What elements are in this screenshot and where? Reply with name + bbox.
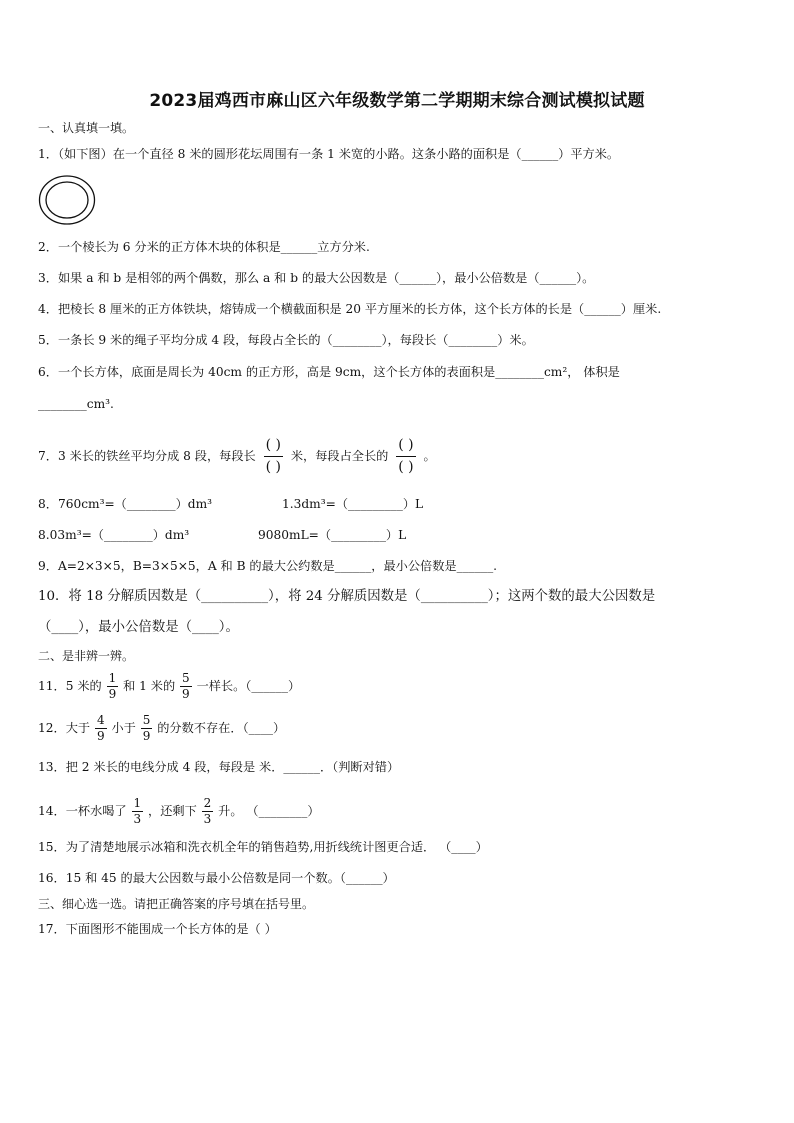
fraction-numerator: 5 [182, 671, 190, 685]
question-17: 17．下面图形不能围成一个长方体的是（ ） [38, 922, 277, 936]
question-11-text-end: 一样长。（______） [196, 679, 301, 693]
question-12-text-mid: 小于 [111, 721, 136, 735]
question-8b: 1.3dm³=（_________）L [282, 497, 424, 511]
question-10-line-1: 10．将 18 分解质因数是（__________），将 24 分解质因数是（__________）；这两个数的最大公因数是 [38, 589, 656, 604]
question-5: 5．一条长 9 米的绳子平均分成 4 段，每段占全长的（________），每段长（________）米。 [38, 333, 534, 347]
fraction-denominator: 9 [108, 687, 117, 701]
fraction-numerator: 4 [96, 713, 105, 727]
question-11 [38, 666, 300, 706]
fraction-denominator: 3 [203, 812, 212, 826]
question-7 [38, 434, 436, 478]
question-13: 13．把 2 米长的电线分成 4 段，每段是 米．______．（判断对错） [38, 760, 400, 774]
fraction-numerator-blank: ( ) [396, 437, 415, 457]
question-10-line-2: （____），最小公倍数是（____）。 [38, 620, 239, 635]
question-1: 1．（如下图）在一个直径 8 米的圆形花坛周围有一条 1 米宽的小路。这条小路的面积是（______）平方米。 [38, 147, 620, 161]
fraction-numerator: 1 [133, 796, 142, 810]
blank-fraction-length [264, 437, 283, 476]
fraction-denominator: 9 [182, 687, 190, 701]
fraction-two-thirds [202, 797, 214, 826]
fraction-five-ninths [180, 672, 192, 701]
fraction-denominator: 9 [142, 729, 151, 743]
question-7-text-start: 7．3 米长的铁丝平均分成 8 段，每段长 [38, 449, 256, 463]
question-6-line-1: 6．一个长方体，底面是周长为 40cm 的正方形，高是 9cm，这个长方体的表面积是________cm²， 体积是 [38, 365, 620, 379]
question-3: 3．如果 a 和 b 是相邻的两个偶数，那么 a 和 b 的最大公因数是（______），最小公倍数是（______）。 [38, 271, 595, 285]
fraction-denominator: 9 [96, 729, 105, 743]
section-2-heading: 二、是非辨一辨。 [38, 649, 135, 663]
question-8d: 9080mL=（_________）L [258, 528, 407, 542]
fraction-denominator-blank: ( ) [265, 459, 281, 475]
question-15: 15．为了清楚地展示冰箱和洗衣机全年的销售趋势,用折线统计图更合适． （____） [38, 840, 488, 854]
fraction-one-third [132, 797, 144, 826]
question-8c: 8.03m³=（________）dm³ [38, 528, 190, 542]
question-8a: 8．760cm³=（________）dm³ [38, 497, 213, 511]
section-1-heading: 一、认真填一填。 [38, 121, 135, 135]
question-11-text-mid: 和 1 米的 [123, 679, 176, 693]
page-title: 2023届鸡西市麻山区六年级数学第二学期期末综合测试模拟试题 [149, 91, 645, 111]
question-14-text-mid: ，还剩下 [148, 804, 197, 818]
blank-fraction-portion [396, 437, 415, 476]
question-12-text-end: 的分数不存在．（____） [157, 721, 286, 735]
fraction-numerator: 5 [142, 713, 151, 727]
section-3-heading: 三、细心选一选。请把正确答案的序号填在括号里。 [38, 897, 315, 911]
question-12 [38, 708, 285, 748]
question-14-text-start: 14．一杯水喝了 [38, 804, 127, 818]
question-16: 16．15 和 45 的最大公因数与最小公倍数是同一个数。（______） [38, 871, 395, 885]
question-9: 9．A=2×3×5，B=3×5×5，A 和 B 的最大公约数是______，最小公倍数是______. [38, 559, 498, 573]
question-11-text-start: 11．5 米的 [38, 679, 102, 693]
question-14-text-end: 升。 （________） [218, 804, 320, 818]
fraction-four-ninths [95, 714, 107, 743]
question-14 [38, 791, 320, 831]
ring-path-figure [38, 174, 96, 226]
question-12-text-start: 12．大于 [38, 721, 91, 735]
question-4: 4．把棱长 8 厘米的正方体铁块，熔铸成一个横截面积是 20 平方厘米的长方体，这个长方体的长是（______）厘米. [38, 302, 662, 316]
question-2: 2．一个棱长为 6 分米的正方体木块的体积是______立方分米. [38, 240, 370, 254]
fraction-numerator: 2 [203, 796, 212, 810]
fraction-numerator: 1 [108, 671, 117, 685]
question-7-text-end: 。 [423, 449, 436, 463]
fraction-numerator-blank: ( ) [264, 437, 283, 457]
question-7-text-mid: 米，每段占全长的 [290, 449, 389, 463]
fraction-denominator: 3 [133, 812, 142, 826]
fraction-five-ninths [141, 714, 153, 743]
fraction-denominator-blank: ( ) [398, 459, 414, 475]
fraction-one-ninth [107, 672, 119, 701]
question-6-line-2: ________cm³. [38, 397, 114, 411]
